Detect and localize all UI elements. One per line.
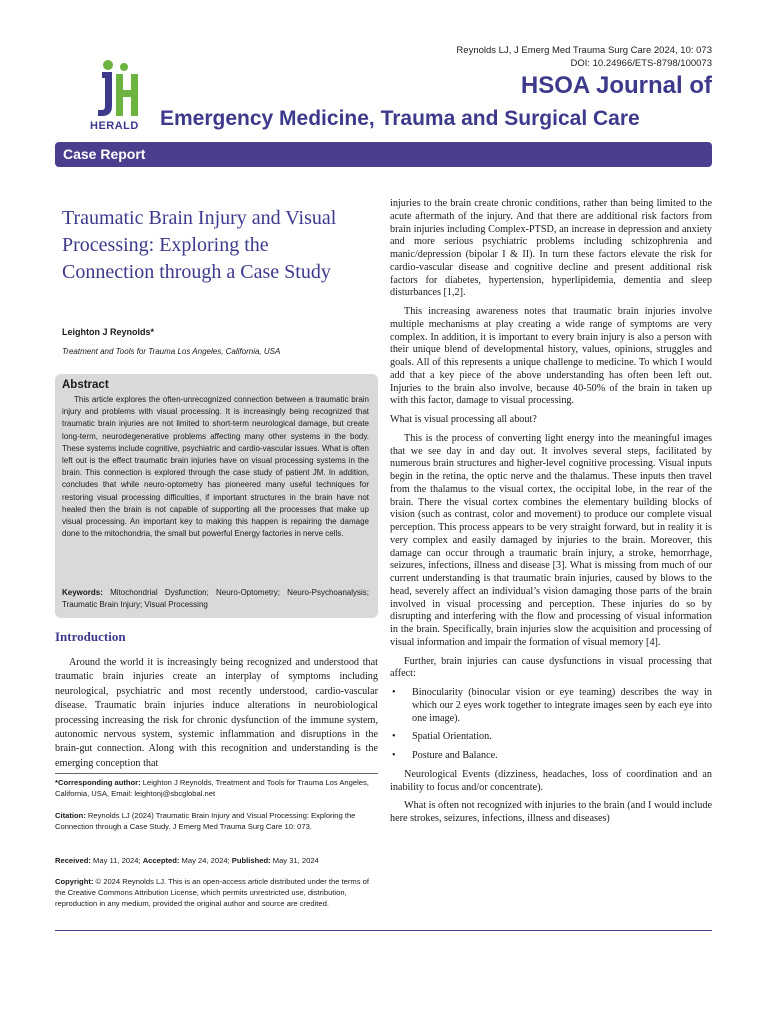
body-paragraph: Further, brain injuries can cause dysfunctions in visual processing that affect: — [390, 655, 712, 680]
right-column-body — [390, 198, 712, 826]
corr-text: Leighton J Reynolds, Treatment and Tools for Trauma Los Angeles, California, USA, Email: leightonj@sbcglobal.net — [55, 778, 369, 799]
article-type-banner — [55, 142, 712, 167]
corresponding-author-note — [55, 777, 378, 799]
body-paragraph: injuries to the brain create chronic conditions, rather than being limited to the acute aftermath of the injury. And that there are additional risk factors from brain injuries including Complex-PTSD, an increase in depression and anxiety and more serious psychiatric problems including schizophrenia and manic/depression (bipolar I & II). In turn these factors elevate the risk for cardio-vascular disease and cognitive decline and present additional risk factors for diabetes, hypertension, hyperlipidemia, dementia and sleep disturbances [1,2]. — [390, 198, 712, 299]
journal-title-line2: Emergency Medicine, Trauma and Surgical Care — [160, 107, 640, 130]
citation-text: Reynolds LJ (2024) Traumatic Brain Injury and Visual Processing: Exploring the Connection through a Case Study. J Emerg Med Trauma Surg Care 10: 073. — [55, 811, 356, 832]
citation-label: Citation: — [55, 811, 86, 820]
author-affiliation: Treatment and Tools for Trauma Los Angeles, California, USA — [62, 347, 281, 356]
body-paragraph: This is the process of converting light energy into the meaningful images that we see day in and day out. It involves several steps, facilitated by numerous brain structures and higher-level cognitive processing. Visual inputs begin in the retina, the optic nerve and the thalamus. These inputs then travel from the thalamus to the visual cortex, the occipital lobe, in the rear of the brain. There the visual cortex combines the elementary building blocks of vision (such as contrast, color and movement) to produce our complete visual perception. This process appears to be very straight forward, but in reality it is very complex and easily damaged by injuries to the brain. Moreover, this damage can occur through a traumatic brain injury, a stroke, hemorrhage, seizures, infections, illness and disease [3]. What is missing from much of our current understanding is that traumatic brain injuries, caused by blows to the head, severely affect an individual’s vision damaging those parts of the brain involved in visual processing and perception. These injuries do so by disrupting and interfering with the flow and processing of visual information in the brain. Specifically, brain injuries slow the acquisition and processing of visual information and impair the formation of visual memory [4]. — [390, 432, 712, 648]
published-label: Published: — [231, 856, 271, 865]
footnote-divider — [55, 773, 378, 774]
article-title: Traumatic Brain Injury and Visual Processing: Exploring the Connection through a Case Study — [62, 207, 337, 283]
accepted-date: May 24, 2024; — [181, 856, 230, 865]
body-paragraph: What is often not recognized with injuries to the brain (and I would include here strokes, seizures, infections, illness and diseases) — [390, 800, 712, 824]
keywords — [62, 587, 369, 611]
article-type-label: Case Report — [63, 146, 146, 162]
herald-logo — [86, 56, 148, 134]
citation-header — [456, 44, 712, 70]
corr-label: *Corresponding author: — [55, 778, 141, 787]
accepted-label: Accepted: — [142, 856, 180, 865]
journal-title-line1: HSOA Journal of — [520, 72, 712, 99]
keywords-list: Mitochondrial Dysfunction; Neuro-Optometry; Neuro-Psychoanalysis; Traumatic Brain Injury; Visual Processing — [62, 588, 369, 610]
copyright-text: © 2024 Reynolds LJ. This is an open-access article distributed under the terms of the Creative Commons Attribution License, which permits unrestricted use, distribution, reproduction in any medium, provided the original author and source are credited. — [55, 877, 370, 909]
dates-note — [55, 855, 378, 866]
bullet-item: • Posture and Balance. — [390, 750, 712, 763]
section-question: What is visual processing all about? — [390, 414, 537, 425]
published-date: May 31, 2024 — [272, 856, 319, 865]
doi-line[interactable]: DOI: 10.24966/ETS-8798/100073 — [570, 58, 712, 69]
copyright-label: Copyright: — [55, 877, 94, 886]
introduction-text: Around the world it is increasingly being recognized and understood that traumatic brain injuries create an interplay of symptoms including neurological, psychiatric and most recently understood, cardio-vascular disease. Traumatic brain injuries induce alterations in neurobiological processing increasing the risk for chronic dysfunction of the immune system, autonomic nervous system, systemic inflammation and disruptions in the brain-gut connection. Along with this recognition and understanding is the emerging conception that — [55, 657, 378, 769]
received-label: Received: — [55, 856, 91, 865]
logo-text: HERALD — [90, 120, 139, 132]
copyright-note — [55, 876, 378, 910]
abstract-heading: Abstract — [62, 379, 109, 391]
citation-note — [55, 810, 378, 832]
introduction-heading: Introduction — [55, 629, 126, 644]
citation-line: Reynolds LJ, J Emerg Med Trauma Surg Care 2024, 10: 073 — [456, 45, 712, 56]
body-paragraph: This increasing awareness notes that traumatic brain injuries involve multiple mechanisms at play creating a wide range of symptoms are very complex. In addition, it is important to every brain injury is also a person with their unique blend of developmental history, values, opinions, struggles and goals. All of this represents a unique challenge to medicine. To which I would add that a key piece of the above understanding has often been left out. Injuries to the brain also involve, because 40-50% of the brain in taken up with this factor, damage to visual processing. — [390, 306, 712, 407]
received-date: May 11, 2024; — [93, 856, 141, 865]
body-paragraph: Neurological Events (dizziness, headaches, loss of coordination and an inability to focus and/or concentrate). — [390, 768, 712, 793]
keywords-label: Keywords: — [62, 588, 103, 597]
bullet-item: • Binocularity (binocular vision or eye teaming) describes the way in which our 2 eyes work together to integrate images seen by each eye into one image). — [390, 687, 712, 725]
bullet-item: • Spatial Orientation. — [390, 731, 712, 744]
author-name: Leighton J Reynolds* — [62, 327, 155, 337]
abstract-text: This article explores the often-unrecognized connection between a traumatic brain injury and problems with visual processing. It is increasingly being recognized that traumatic brain injuries are not limited to short-term neurological damage, but create long-term, neurodegenerative problems affecting many other systems in the body. These systems include cognitive, psychiatric and cardio-vascular issues. What is often left out is the effect traumatic brain injuries have on visual processing systems in the brain. This connection is explored through the case study of patient JM. In addition, concludes that while neuro-optometry has pioneered many useful techniques for restoring visual processing difficulties, if important structures in the brain have not healed then the brain is not capable of supporting all the processes that make up visual processing. An important key to making this happen is repairing the damage done to the mitochondria, the small but powerful Energy factories in nerve cells. — [62, 395, 369, 539]
page-bottom-rule — [55, 930, 712, 931]
